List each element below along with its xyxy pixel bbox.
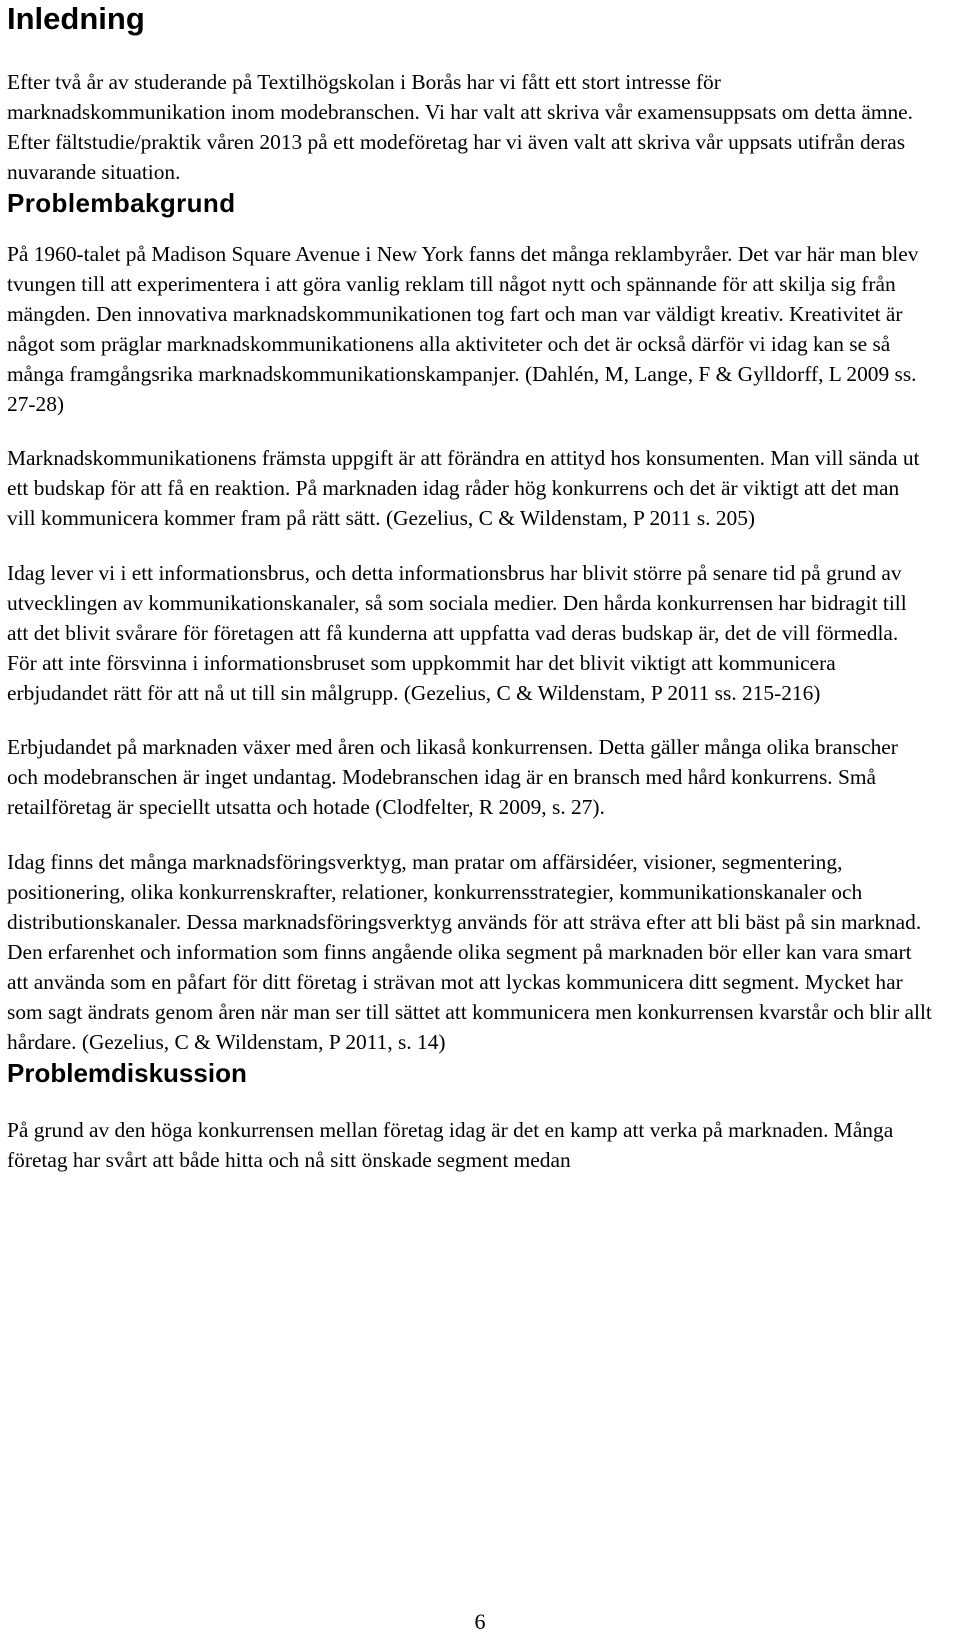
paragraph-problembakgrund-3: Idag lever vi i ett informationsbrus, och detta informationsbrus har blivit större på senare tid på grund av utvecklingen av kommunikationskanaler, så som sociala medier. Den hårda konkurrensen har bidragit till att det blivit svårare för företagen att få kunderna att uppfatta vad deras budskap är, det de vill förmedla. För att inte försvinna i informationsbruset som uppkommit har det blivit viktigt att kommunicera erbjudandet rätt för att nå ut till sin målgrupp. (Gezelius, C & Wildenstam, P 2011 ss. 215-216): [7, 561, 907, 705]
paragraph-problemdiskussion-1: På grund av den höga konkurrensen mellan företag idag är det en kamp att verka på marknaden. Många företag har svårt att både hitta och nå sitt önskade segment medan: [7, 1118, 894, 1172]
paragraph-problembakgrund-5: Idag finns det många marknadsföringsverktyg, man pratar om affärsidéer, visioner, segmentering, positionering, olika konkurrenskrafter, relationer, konkurrensstrategier, kommunikationskanaler och distributionskanaler. Dessa marknadsföringsverktyg används för att sträva efter att bli bäst på sin marknad. Den erfarenhet och information som finns angående olika segment på marknaden bör eller kan vara smart att använda som en påfart för ditt företag i strävan mot att lyckas kommunicera ditt segment. Mycket har som sagt ändrats genom åren när man ser till sättet att kommunicera men konkurrensen kvarstår och blir allt hårdare. (Gezelius, C & Wildenstam, P 2011, s. 14): [7, 850, 932, 1054]
paragraph-problembakgrund-4: Erbjudandet på marknaden växer med åren och likaså konkurrensen. Detta gäller många olika branscher och modebranschen är inget undantag. Modebranschen idag är en bransch med hård konkurrens. Små retailföretag är speciellt utsatta och hotade (Clodfelter, R 2009, s. 27).: [7, 735, 898, 819]
intro-paragraph: Efter två år av studerande på Textilhögskolan i Borås har vi fått ett stort intresse för marknadskommunikation inom modebranschen. Vi har valt att skriva vår examensuppsats om detta ämne. Efter fältstudie/praktik våren 2013 på ett modeföretag har vi även valt att skriva vår uppsats utifrån deras nuvarande situation.: [7, 70, 914, 184]
section-heading-problembakgrund: Problembakgrund: [7, 188, 236, 218]
chapter-title: Inledning: [7, 1, 145, 36]
paragraph-problembakgrund-2: Marknadskommunikationens främsta uppgift är att förändra en attityd hos konsumenten. Man vill sända ut ett budskap för att få en reaktion. På marknaden idag råder hög konkurrens och det är viktigt att det man vill kommunicera kommer fram på rätt sätt. (Gezelius, C & Wildenstam, P 2011 s. 205): [7, 446, 920, 530]
page-number: 6: [474, 1609, 486, 1634]
paragraph-problembakgrund-1: På 1960-talet på Madison Square Avenue i New York fanns det många reklambyråer. Det var här man blev tvungen till att experimentera i att göra vanlig reklam till något nytt och spännande för att skilja sig från mängden. Den innovativa marknadskommunikationen tog fart och man var väldigt kreativ. Kreativitet är något som präglar marknadskommunikationens alla aktiviteter och det är också därför vi idag kan se så många framgångsrika marknadskommunikationskampanjer. (Dahlén, M, Lange, F & Gylldorff, L 2009 ss. 27-28): [7, 242, 919, 416]
section-heading-problemdiskussion: Problemdiskussion: [7, 1058, 247, 1088]
